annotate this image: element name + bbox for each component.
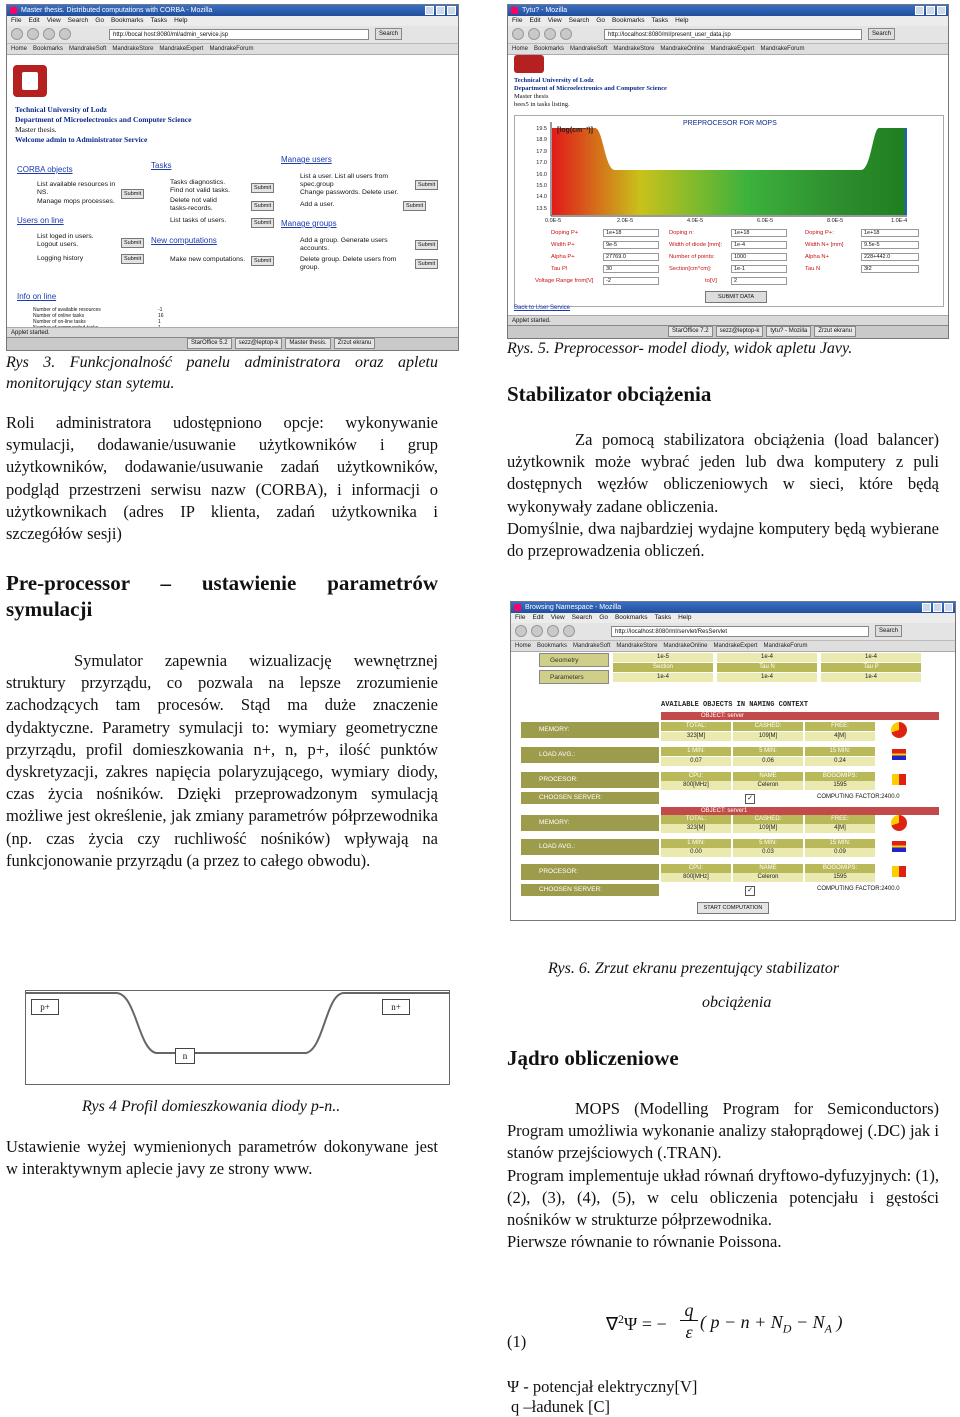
users-item-loged-in: List loged in users. Logout users. [37,233,94,248]
manage-groups-item-delete: Delete group. Delete users from group. [300,256,397,271]
university-name: Technical University of Lodz [514,77,594,84]
taskbar [508,325,948,338]
preprocessor-screenshot [507,4,949,339]
menu-edit[interactable]: Edit [532,614,544,621]
thesis-label: Master thesis. [15,125,57,134]
figure-6-caption: Rys. 6. Zrzut ekranu prezentujący stabilizator [548,960,840,977]
menu-file[interactable]: File [11,17,22,24]
symbol-definition-q: q –ładunek [C] [511,1397,610,1416]
computing-factor: COMPUTING FACTOR:2400.0 [817,886,900,892]
y-tick: 16.0 [536,171,547,178]
n-tag: n [175,1048,195,1064]
preprocessor-heading: Pre-processor – ustawienie parametrów symulacji [6,571,438,621]
symbol-definition-psi: Ψ - potencjał elektryczny[V] [507,1377,698,1396]
menu-tasks[interactable]: Tasks [150,17,168,24]
bookmark-mandrakeonline[interactable]: MandrakeOnline [660,46,705,52]
procesor-label: PROCESOR: [521,772,659,788]
menu-bookmarks[interactable]: Bookmarks [110,17,144,24]
menu-file[interactable]: File [512,17,523,24]
bookmark-mandrakeexpert[interactable]: MandrakeExpert [159,46,204,52]
bookmark-mandrakeexpert[interactable]: MandrakeExpert [713,643,758,649]
window-titlebar [7,5,458,16]
param-label: Doping P+: [805,230,834,236]
submit-button[interactable]: Submit [251,218,274,228]
submit-button[interactable]: Submit [121,254,144,264]
taskbar-item[interactable]: Zrzut ekranu [814,326,856,337]
taskbar-item[interactable]: sezz@leptop-k [235,338,283,349]
param-value[interactable]: 1e-4 [821,673,921,682]
param-value[interactable]: 1e-4 [717,673,817,682]
bookmark-home[interactable]: Home [11,46,28,52]
window-title: Tytu? - Mozilla [522,7,568,14]
bookmark-home[interactable]: Home [515,643,532,649]
reload-icon[interactable] [43,28,55,40]
load-header: 15 MIN: [805,839,875,848]
param-label: Number of points: [669,254,715,260]
university-logo [13,65,47,97]
menu-go[interactable]: Go [599,614,608,621]
taskbar [7,337,458,350]
menu-tasks[interactable]: Tasks [654,614,672,621]
x-tick: 6.0E-5 [757,218,774,224]
cpu-bar-icon [892,866,906,877]
geometry-button[interactable]: Geometry [539,653,609,667]
reload-icon[interactable] [547,625,559,637]
back-icon[interactable] [512,28,524,40]
menu-bar [508,16,948,26]
y-tick: 17.9 [536,148,547,155]
computing-factor: COMPUTING FACTOR:2400.0 [817,794,900,800]
manage-users-item-change: Change passwords. Delete user. [300,189,399,196]
task-listing: bees5 in tasks listing. [514,101,570,108]
mem-value: 4[M] [805,824,875,833]
cpu-header: NAME [733,864,803,873]
mem-header: CASHED: [733,815,803,824]
menu-edit[interactable]: Edit [529,17,541,24]
window-title: Browsing Namespace - Mozilla [525,604,622,611]
bookmark-mandrakeexpert[interactable]: MandrakeExpert [710,46,755,52]
param-input[interactable]: 1e+18 [603,229,659,237]
bookmark-mandrakestore[interactable]: MandrakeStore [112,46,154,52]
param-label: Width N+ [mm] [805,242,844,248]
bookmarks-toolbar [7,44,458,55]
taskbar-item[interactable]: StarOffice 7.2 [668,326,713,337]
mem-value: 323[M] [661,824,731,833]
navigation-toolbar [511,623,955,641]
menu-bar [511,613,955,623]
p-plus-tag: p+ [31,999,59,1015]
bookmark-mandrakestore[interactable]: MandrakeStore [613,46,655,52]
param-input[interactable]: 1e-4 [731,241,787,249]
university-logo [514,55,544,73]
load-avg-label: LOAD AVG.: [521,839,659,855]
y-axis-label: [log(cm⁻³)] [557,127,593,134]
equation-lhs: ∇$^2$Ψ = − [606,1312,667,1334]
task-item-diagnostics: Tasks diagnostics. Find not valid tasks. [170,179,231,194]
param-label: Section[cm^cm]: [669,266,712,272]
corba-item-list-resources: List available resources in NS. [37,181,116,196]
forward-icon[interactable] [27,28,39,40]
page-content [508,55,948,315]
server-checkbox[interactable]: ✓ [745,886,755,896]
stop-icon[interactable] [563,625,575,637]
url-input[interactable]: http://localhost:8080/ml/present_user_data.jsp [604,29,862,40]
bookmark-mandrakeonline[interactable]: MandrakeOnline [663,643,708,649]
mozilla-icon [10,7,17,14]
param-header: Tau P [821,663,921,672]
param-label: Tau Pl [551,266,568,272]
manage-groups-link[interactable]: Manage groups [281,219,337,228]
param-header: Section [613,663,713,672]
submit-button[interactable]: Submit [415,180,438,190]
admin-paragraph: Roli administratora udostępniono opcje: wykonywanie symulacji, dodawanie/usuwanie użytkowników i grup użytkowników, dodawanie/usuwanie zadań użytkowników, podgląd przestrzeni serwisu nazw (CORBA), i informacji o użytkownikach (adres IP klienta, zadań użytkownika i szczegółów sesji) [6,413,438,544]
y-tick: 13.5 [536,205,547,212]
mem-value: 109[M] [733,732,803,741]
param-header: Tau N [717,663,817,672]
search-button[interactable]: Search [868,28,895,40]
mops-paragraph: MOPS (Modelling Program for Semiconductors) Program umożliwia wykonanie analizy stałoprądowej (.DC) jak i stanów przejściowych (.TRAN). Program implementuje układ równań dryftowo-dyfuzyjnych: (1), (2), (3), (4), (5), w celu obliczenia potencjału i gęstości nośników w strukturze półprzewodnika. Pierwsze równanie to równanie Poissona. [507,1099,939,1252]
stop-icon[interactable] [560,28,572,40]
maximize-button[interactable] [933,603,942,612]
cpu-header: BOGOMIPS: [805,772,875,781]
load-value: 0.06 [733,757,803,766]
param-input[interactable]: 9e-5 [603,241,659,249]
param-label: to[V] [705,278,717,284]
load-value: 0.00 [661,848,731,857]
menu-help[interactable]: Help [678,614,692,621]
manage-users-item-add: Add a user. [300,201,335,208]
window-titlebar [508,5,948,16]
taskbar-item[interactable]: StarOffice 5.2 [187,338,232,349]
maximize-button[interactable] [436,6,445,15]
load-header: 1 MIN: [661,839,731,848]
bookmark-mandrakeforum[interactable]: MandrakeForum [760,46,805,52]
university-name: Technical University of Lodz [15,105,108,114]
param-input[interactable]: 9.5e-5 [861,241,919,249]
page-content [511,652,955,920]
task-item-list-tasks: List tasks of users. [170,217,227,224]
param-label: Alpha N+ [805,254,830,260]
navigation-toolbar [7,26,458,44]
param-input[interactable]: 1e+18 [731,229,787,237]
menu-bookmarks[interactable]: Bookmarks [611,17,645,24]
param-input[interactable]: 1e+18 [861,229,919,237]
equation-fraction: q ε [680,1300,698,1343]
equation-number: (1) [507,1332,527,1351]
y-tick: 19.5 [536,126,547,132]
mem-value: 323[M] [661,732,731,741]
admin-panel-screenshot [6,4,459,351]
param-input[interactable]: 30 [603,265,659,273]
menu-search[interactable]: Search [568,17,590,24]
url-input[interactable]: http://bocal host:8080/ml/admin_service.jsp [109,29,369,40]
load-avg-label: LOAD AVG.: [521,747,659,763]
submit-button[interactable]: Submit [251,183,274,193]
bookmark-bookmarks[interactable]: Bookmarks [537,643,568,649]
setup-paragraph: Ustawienie wyżej wymienionych parametrów dokonywane jest w interaktywnym aplecie javy ze strony www. [6,1137,438,1179]
url-input[interactable]: http://localhost:8080/ml/servlet/ResServlet [611,626,869,637]
memory-pie-icon [891,815,907,831]
mozilla-icon [511,7,518,14]
forward-icon[interactable] [531,625,543,637]
table-row: Number of online tasks 16 [33,313,164,319]
load-header: 5 MIN: [733,747,803,756]
y-tick: 18.9 [536,137,547,144]
close-button[interactable] [937,6,946,15]
param-label: Voltage Range from[V] [535,278,594,284]
tasks-link[interactable]: Tasks [151,161,172,170]
cpu-value: 1595 [805,873,875,882]
task-item-delete: Delete not valid tasks-records. [170,197,217,212]
close-button[interactable] [447,6,456,15]
manage-users-item-list: List a user. List all users from spec.group [300,173,389,188]
mem-header: TOTAL: [661,722,731,731]
procesor-label: PROCESOR: [521,864,659,880]
submit-button[interactable]: Submit [415,240,438,250]
stabilizer-heading: Stabilizator obciążenia [507,382,712,406]
maximize-button[interactable] [926,6,935,15]
y-tick: 17.0 [536,160,547,167]
manage-users-link[interactable]: Manage users [281,155,332,164]
cpu-header: BOGOMIPS: [805,864,875,873]
x-tick: 8.0E-5 [827,218,844,224]
navigation-toolbar [508,26,948,44]
x-tick: 0.0E-5 [545,218,562,224]
thesis-label: Master thesis [514,93,549,100]
param-input[interactable]: -2 [603,277,659,285]
department-name: Department of Microelectronics and Computer Science [15,115,192,124]
core-heading: Jądro obliczeniowe [507,1046,679,1070]
status-bar: Applet started. [7,327,458,338]
window-titlebar [511,602,955,613]
memory-label: MEMORY: [521,722,659,738]
parameters-button[interactable]: Parameters [539,670,609,684]
back-icon[interactable] [515,625,527,637]
cpu-header: NAME [733,772,803,781]
bookmark-mandrakeforum[interactable]: MandrakeForum [209,46,254,52]
bookmark-mandrakesoft[interactable]: MandrakeSoft [69,46,107,52]
page-content [7,55,458,327]
taskbar-item[interactable]: tytu? - Mozilla [766,326,811,337]
users-item-logging-history: Logging history [37,255,84,262]
menu-go[interactable]: Go [95,17,104,24]
param-label: Alpha P+ [551,254,575,260]
n-plus-tag: n+ [382,999,410,1015]
equation-rhs: ( $p - n + N_D - N_A$ ) [700,1312,843,1336]
minimize-button[interactable] [922,603,931,612]
users-online-link[interactable]: Users on line [17,216,64,225]
figure-4-caption: Rys 4 Profil domieszkowania diody p-n.. [82,1098,341,1115]
simulator-paragraph: Symulator zapewnia wizualizację wewnętrznej struktury przyrządu, co pozwala na lepsze zrozumienie zachodzących tam procesów. Stąd ma duże znaczenie dydaktyczne. Parametry symulacji to: wymiary geometryczne przyrządu, profil domieszkowania n+, n, p+, ilość punktów dyskretyzacji, zakres napięcia polaryzującego, wymiary diody, czas życia nośników. Dzięki przeprowadzonym symulacją możliwe jest określenie, jak zmiany parametrów półprzewodnika (np. czas życia czy ruchliwość nośników) wpływają na funkcjonowanie przyrządu (a przez to całego obwodu). [6,651,438,870]
search-button[interactable]: Search [375,28,402,40]
figure-3-caption: Rys 3. Funkcjonalność panelu administratora oraz apletu monitorujący stan sytemu. [6,354,438,392]
param-label: Width of diode [mm]: [669,242,723,248]
object-header: OBJECT: server1 [661,807,939,815]
stabilizer-paragraph: Za pomocą stabilizatora obciążenia (load balancer) użytkownik może wybrać jeden lub dwa komputery z puli dostępnych węzłów obliczeniowych w sieci, które będą wykonywały zadane obliczenia. Domyślnie, dwa najbardziej wydajne komputery będą wybierane do przeprowadzenia obliczeń. [507,430,939,561]
bookmark-mandrakesoft[interactable]: MandrakeSoft [570,46,608,52]
menu-search[interactable]: Search [67,17,89,24]
param-label: Width P+ [551,242,575,248]
menu-tasks[interactable]: Tasks [651,17,669,24]
cpu-value: 1595 [805,781,875,790]
bookmarks-toolbar [511,641,955,652]
y-ticks [517,124,547,215]
mem-header: TOTAL: [661,815,731,824]
back-to-user-service-link[interactable]: Back to User Service [514,305,571,311]
cpu-value: 800[MHz] [661,873,731,882]
menu-file[interactable]: File [515,614,526,621]
mem-value: 109[M] [733,824,803,833]
param-input[interactable]: 2 [731,277,787,285]
load-balancer-screenshot [510,601,956,921]
submit-button[interactable]: Submit [251,256,274,266]
x-tick: 2.0E-5 [617,218,634,224]
load-header: 5 MIN: [733,839,803,848]
naming-context-heading: AVAILABLE OBJECTS IN NAMING CONTEXT [661,701,809,709]
minimize-button[interactable] [425,6,434,15]
menu-help[interactable]: Help [174,17,188,24]
taskbar-item[interactable]: Master thesis. [285,338,330,349]
window-title: Master thesis. Distributed computations with CORBA - Mozilla [21,7,213,14]
submit-data-button[interactable]: SUBMIT DATA [705,291,767,303]
preprocessor-applet[interactable] [514,115,944,307]
bookmark-mandrakeforum[interactable]: MandrakeForum [763,643,808,649]
param-input[interactable]: 1e-1 [731,265,787,273]
mem-value: 4[M] [805,732,875,741]
figure-5-caption: Rys. 5. Preprocessor- model diody, widok apletu Javy. [507,340,853,357]
table-row: Number of on-line tasks 1 [33,319,161,325]
new-computations-link[interactable]: New computations [151,236,217,245]
welcome-text: Welcome admin to Administrator Service [15,135,148,144]
cpu-value: 800[MHz] [661,781,731,790]
memory-pie-icon [891,722,907,738]
menu-bookmarks[interactable]: Bookmarks [614,614,648,621]
param-input[interactable]: 27769.0 [603,253,659,261]
close-button[interactable] [944,603,953,612]
figure-6-caption-cont: obciążenia [702,994,772,1011]
load-bar-icon [892,749,906,760]
choosen-server-label: CHOOSEN SERVER: [521,884,659,896]
status-bar: Applet started. [508,315,948,326]
param-label: Tau N [805,266,821,272]
param-input[interactable]: 1000 [731,253,787,261]
new-computations-item: Make new computations. [170,256,246,263]
load-header: 1 MIN: [661,747,731,756]
plot-title: PREPROCESOR FOR MOPS [683,120,777,127]
manage-groups-item-add: Add a group. Generate users accounts. [300,237,388,252]
start-computation-button[interactable]: START COMPUTATION [697,902,769,914]
department-name: Department of Microelectronics and Computer Science [514,85,667,92]
corba-item-manage-mops: Manage mops processes. [37,198,115,205]
cpu-header: CPU: [661,864,731,873]
menu-search[interactable]: Search [571,614,593,621]
reload-icon[interactable] [544,28,556,40]
y-tick: 15.0 [536,183,547,190]
cpu-value: Celeron [733,873,803,882]
submit-button[interactable]: Submit [121,189,144,199]
memory-label: MEMORY: [521,815,659,831]
submit-button[interactable]: Submit [251,201,274,211]
bookmark-home[interactable]: Home [512,46,529,52]
minimize-button[interactable] [915,6,924,15]
param-value[interactable]: 1e-5 [613,653,713,662]
menu-view[interactable]: View [547,17,562,24]
info-online-link[interactable]: Info on line [17,292,57,301]
x-tick: 4.0E-5 [687,218,704,224]
param-input[interactable]: 228+442.0 [861,253,919,261]
forward-icon[interactable] [528,28,540,40]
param-value[interactable]: 1e-4 [821,653,921,662]
choosen-server-label: CHOOSEN SERVER: [521,792,659,804]
menu-help[interactable]: Help [675,17,689,24]
mem-header: FREE: [805,722,875,731]
menu-go[interactable]: Go [596,17,605,24]
mem-header: FREE: [805,815,875,824]
cpu-value: Celeron [733,781,803,790]
bookmarks-toolbar [508,44,948,55]
bookmark-mandrakesoft[interactable]: MandrakeSoft [573,643,611,649]
taskbar-item[interactable]: Zrzut ekranu [334,338,376,349]
cpu-header: CPU: [661,772,731,781]
menu-bar [7,16,458,26]
menu-view[interactable]: View [46,17,61,24]
load-value: 0.07 [661,757,731,766]
back-icon[interactable] [11,28,23,40]
cpu-bar-icon [892,774,906,785]
doping-profile-figure [25,990,450,1085]
submit-button[interactable]: Submit [403,201,426,211]
server-checkbox[interactable]: ✓ [745,794,755,804]
mem-header: CASHED: [733,722,803,731]
bookmark-bookmarks[interactable]: Bookmarks [33,46,64,52]
x-tick: 1.0E-4 [891,218,908,224]
load-value: 0.03 [733,848,803,857]
y-tick: 14.0 [536,194,547,201]
bookmark-mandrakestore[interactable]: MandrakeStore [616,643,658,649]
menu-edit[interactable]: Edit [28,17,40,24]
param-label: Doping P+ [551,230,579,236]
param-value[interactable]: 1e-4 [613,673,713,682]
search-button[interactable]: Search [875,625,902,637]
param-input[interactable]: 3t2 [861,265,919,273]
mozilla-icon [514,604,521,611]
submit-button[interactable]: Submit [415,259,438,269]
stop-icon[interactable] [59,28,71,40]
bookmark-bookmarks[interactable]: Bookmarks [534,46,565,52]
object-header: OBJECT: server [661,712,939,720]
submit-button[interactable]: Submit [121,238,144,248]
load-header: 15 MIN: [805,747,875,756]
param-value[interactable]: 1e-4 [717,653,817,662]
load-value: 0.24 [805,757,875,766]
corba-objects-link[interactable]: CORBA objects [17,165,73,174]
menu-view[interactable]: View [550,614,565,621]
table-row: Number of available resources -1 [33,307,163,313]
load-bar-icon [892,841,906,852]
load-value: 0.09 [805,848,875,857]
param-label: Doping n: [669,230,694,236]
taskbar-item[interactable]: sezz@leptop-k [716,326,764,337]
